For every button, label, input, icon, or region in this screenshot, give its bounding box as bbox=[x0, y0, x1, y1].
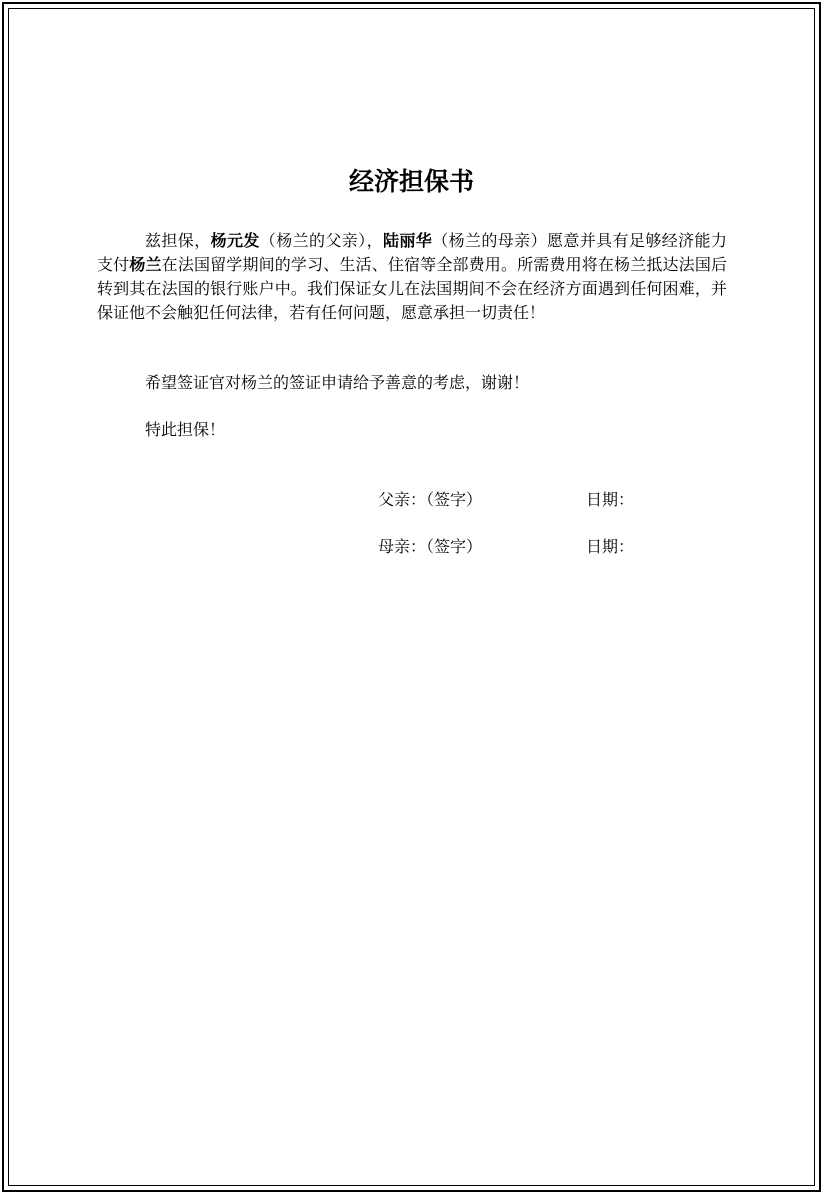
guarantee-body-text: 在法国留学期间的学习、生活、住宿等全部费用。所需费用将在杨兰抵达法国后转到其在法国的银行账户中。我们保证女儿在法国期间不会在经济方面遇到任何困难，并保证他不会触犯任何法律，若有任何问题，愿意承担一切责任！ bbox=[97, 255, 727, 322]
guarantee-paragraph bbox=[97, 229, 727, 325]
mother-signature-row bbox=[378, 535, 718, 559]
father-signature-row bbox=[378, 488, 718, 512]
closing-paragraph: 特此担保！ bbox=[145, 420, 226, 439]
father-date-label: 日期： bbox=[586, 490, 635, 509]
mother-name: 陆丽华 bbox=[382, 231, 433, 250]
mother-role-text: （杨兰的母亲）愿意并具有足够经济能力支付 bbox=[97, 231, 727, 274]
father-name: 杨元发 bbox=[210, 231, 260, 250]
request-paragraph: 希望签证官对杨兰的签证申请给予善意的考虑，谢谢！ bbox=[145, 373, 530, 392]
mother-date-label: 日期： bbox=[586, 537, 635, 556]
father-role-text: （杨兰的父亲）， bbox=[259, 231, 383, 250]
intro-text: 兹担保， bbox=[145, 231, 211, 250]
student-name: 杨兰 bbox=[129, 255, 162, 274]
document-title: 经济担保书 bbox=[348, 167, 474, 196]
mother-signature-label: 母亲：（签字） bbox=[378, 537, 483, 556]
father-signature-label: 父亲：（签字） bbox=[378, 490, 483, 509]
